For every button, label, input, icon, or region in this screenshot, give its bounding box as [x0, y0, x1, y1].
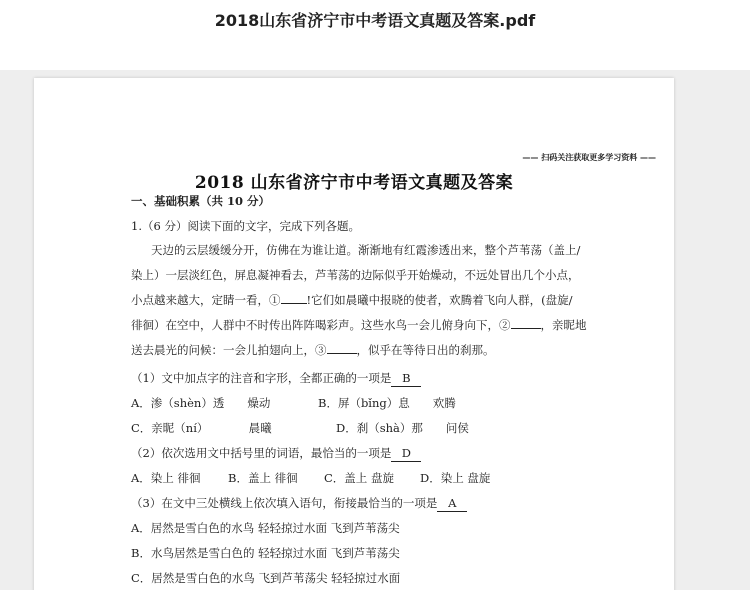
option-2c: C．盖上 盘旋	[324, 471, 394, 485]
passage-text: 小点越来越大，定睛一看，①	[131, 293, 281, 307]
option-2b: B．盖上 徘徊	[228, 471, 298, 485]
sub-question-2	[131, 445, 421, 462]
sub-question-1	[131, 370, 421, 387]
passage-line-5	[131, 342, 495, 358]
option-3c: C．居然是雪白色的水鸟 飞到芦苇荡尖 轻轻掠过水面	[131, 571, 401, 585]
answer-3: A	[437, 495, 467, 512]
passage-text: 送去晨光的问候：一会儿拍翅向上，③	[131, 343, 327, 357]
blank-1	[281, 303, 307, 304]
viewer-toolbar	[0, 0, 750, 70]
option-1b: B．屏（bǐng）息 欢腾	[318, 396, 456, 410]
passage-line-3	[131, 292, 572, 308]
passage-line-2: 染上）一层淡红色，屏息凝神看去，芦苇荡的边际似乎开始燥动，不远处冒出几个小点，	[131, 268, 580, 282]
passage-text: !它们如晨曦中报晓的使者，欢腾着飞向人群，(盘旋/	[306, 293, 573, 307]
blank-3	[327, 353, 357, 354]
section-heading: 一、基础积累（共 10 分）	[131, 194, 271, 208]
passage-text: 徘徊）在空中，人群中不时传出阵阵喝彩声。这些水鸟一会儿俯身向下，②	[131, 318, 511, 332]
question-text: （1）文中加点字的注音和字形，全都正确的一项是	[131, 371, 392, 385]
question-text: （2）依次选用文中括号里的词语，最恰当的一项是	[131, 446, 392, 460]
option-2a: A．染上 徘徊	[131, 471, 201, 485]
pdf-page	[34, 78, 674, 590]
answer-1: B	[391, 370, 421, 387]
promo-note: —— 扫码关注获取更多学习资料 ——	[522, 153, 656, 162]
file-title: 2018山东省济宁市中考语文真题及答案.pdf	[214, 11, 536, 30]
passage-line-1: 天边的云层缓缓分开，仿佛在为谁让道。渐渐地有红霞渗透出来，整个芦苇荡（盖上/	[151, 243, 581, 257]
blank-2	[511, 328, 541, 329]
question-1: 1.（6 分）阅读下面的文字，完成下列各题。	[131, 219, 360, 233]
option-2d: D．染上 盘旋	[420, 471, 491, 485]
answer-2: D	[391, 445, 421, 462]
option-1d: D．刹（shà）那 问侯	[336, 421, 469, 435]
option-1a: A．渗（shèn）透 燥动	[131, 396, 271, 410]
option-3b: B．水鸟居然是雪白色的 轻轻掠过水面 飞到芦苇荡尖	[131, 546, 400, 560]
option-1c: C．亲昵（ní） 晨曦	[131, 421, 272, 435]
passage-text: ，亲昵地	[540, 318, 587, 332]
sub-question-3	[131, 495, 467, 512]
passage-line-4	[131, 317, 587, 333]
option-3a: A．居然是雪白色的水鸟 轻轻掠过水面 飞到芦苇荡尖	[131, 521, 400, 535]
passage-text: ，似乎在等待日出的刹那。	[356, 343, 495, 357]
question-text: （3）在文中三处横线上依次填入语句，衔接最恰当的一项是	[131, 496, 438, 510]
document-title: 2018 山东省济宁市中考语文真题及答案	[194, 173, 514, 193]
pdf-viewer[interactable]	[0, 70, 750, 590]
